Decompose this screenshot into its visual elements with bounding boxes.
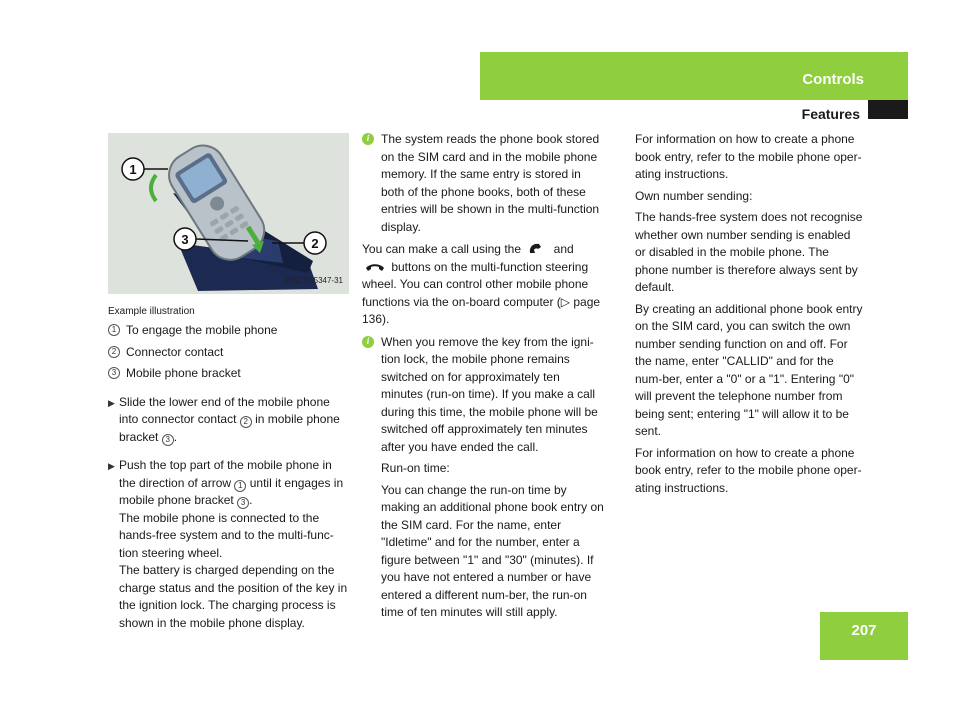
callout-2: 2 — [311, 236, 319, 251]
legend-text: To engage the mobile phone — [126, 323, 278, 337]
info-text: When you remove the key from the igni-tion lock, the mobile phone remains switched on for approximately ten minutes (run-on time). If you make a call during this time, the mobile phone will be switched off approximately ten minutes after you have ended the call. — [381, 334, 598, 454]
column-left — [108, 130, 350, 632]
step-note: The battery is charged depending on the charge status and the position of the key in the ignition lock. The charging process is shown in the mobile phone display. — [119, 563, 348, 630]
number-circle-icon: 2 — [108, 346, 120, 358]
triangle-reference-icon: ▷ — [560, 294, 571, 309]
paragraph: The hands-free system does not recognise whether own number sending is enabled or disabled in the mobile phone. The phone number is therefore always sent by default. — [635, 210, 863, 294]
triangle-right-icon: ▶ — [108, 397, 115, 408]
section-title: Controls — [802, 71, 864, 88]
callout-3: 3 — [181, 232, 189, 247]
subsection-title: Features — [801, 106, 860, 122]
paragraph: For information on how to create a phone book entry, refer to the mobile phone oper-ating instructions. — [635, 132, 862, 181]
number-circle-icon: 3 — [162, 434, 174, 446]
number-circle-icon: 3 — [108, 367, 120, 379]
paragraph: By creating an additional phone book entry on the SIM card, you can switch the own number sending function on and off. For the name, enter "CALLID" and for the num-ber, enter a "0" or a "1". Entering "0" will prevent the telephone number from being sent; entering "1" will allow it to be sent. — [635, 301, 863, 438]
corner-marker — [868, 100, 908, 119]
step-text: Push the top part of the mobile phone in the direction of arrow 1 until it engages in mobile phone bracket 3 . — [119, 458, 344, 507]
phone-bracket-illustration — [108, 133, 349, 294]
section-tab — [480, 52, 908, 100]
number-circle-icon: 3 — [237, 497, 249, 509]
callout-1: 1 — [129, 162, 137, 177]
number-circle-icon: 1 — [108, 324, 120, 336]
info-text: The system reads the phone book stored on the SIM card and in the mobile phone memory. If the same entry is stored in both of the phone books, both of these entries will be shown in the multi-function display. — [381, 132, 600, 234]
column-right — [635, 131, 863, 497]
legend-item — [108, 365, 350, 383]
paragraph: Own number sending: — [635, 188, 753, 203]
instruction-step — [108, 457, 350, 632]
info-icon: i — [362, 336, 374, 348]
call-paragraph: You can make a call using the and buttons on the multi-function steering wheel. You can control other mobile phone functions via the on-board computer (▷ page 136). — [362, 242, 601, 326]
triangle-right-icon: ▶ — [108, 461, 115, 471]
legend-text: Mobile phone bracket — [126, 366, 241, 380]
number-circle-icon: 2 — [240, 416, 252, 428]
info-icon: i — [362, 133, 374, 145]
number-circle-icon: 1 — [234, 480, 246, 492]
paragraph: For information on how to create a phone book entry, refer to the mobile phone oper-ating instructions. — [635, 445, 862, 495]
step-result: The mobile phone is connected to the hands-free system and to the multi-func-tion steering wheel. — [119, 510, 334, 560]
legend-text: Connector contact — [126, 344, 224, 359]
column-middle — [362, 131, 604, 622]
runon-label: Run-on time: — [381, 461, 450, 475]
phone-pickup-icon — [524, 242, 550, 257]
runon-text: You can change the run-on time by making an additional phone book entry on the SIM card. For the name, enter "Idletime" and for the number, enter a figure between "1" and "30" (minutes). If you have not entered a number or have entered a different num-ber, the run-on time of ten minutes will still apply. — [381, 482, 604, 619]
legend-item — [108, 344, 350, 362]
instruction-step — [108, 394, 350, 447]
example-illustration — [108, 133, 349, 294]
page-number: 207 — [820, 612, 908, 660]
figure-code: P82.70-5347-31 — [285, 275, 343, 285]
phone-hangup-icon — [362, 259, 388, 274]
figure-caption: Example illustration — [108, 306, 195, 317]
legend-item — [108, 322, 350, 340]
info-note — [362, 334, 604, 622]
info-note — [362, 131, 604, 236]
step-text: Slide the lower end of the mobile phone into connector contact 2 in mobile phone bracket 3 . — [119, 394, 340, 444]
